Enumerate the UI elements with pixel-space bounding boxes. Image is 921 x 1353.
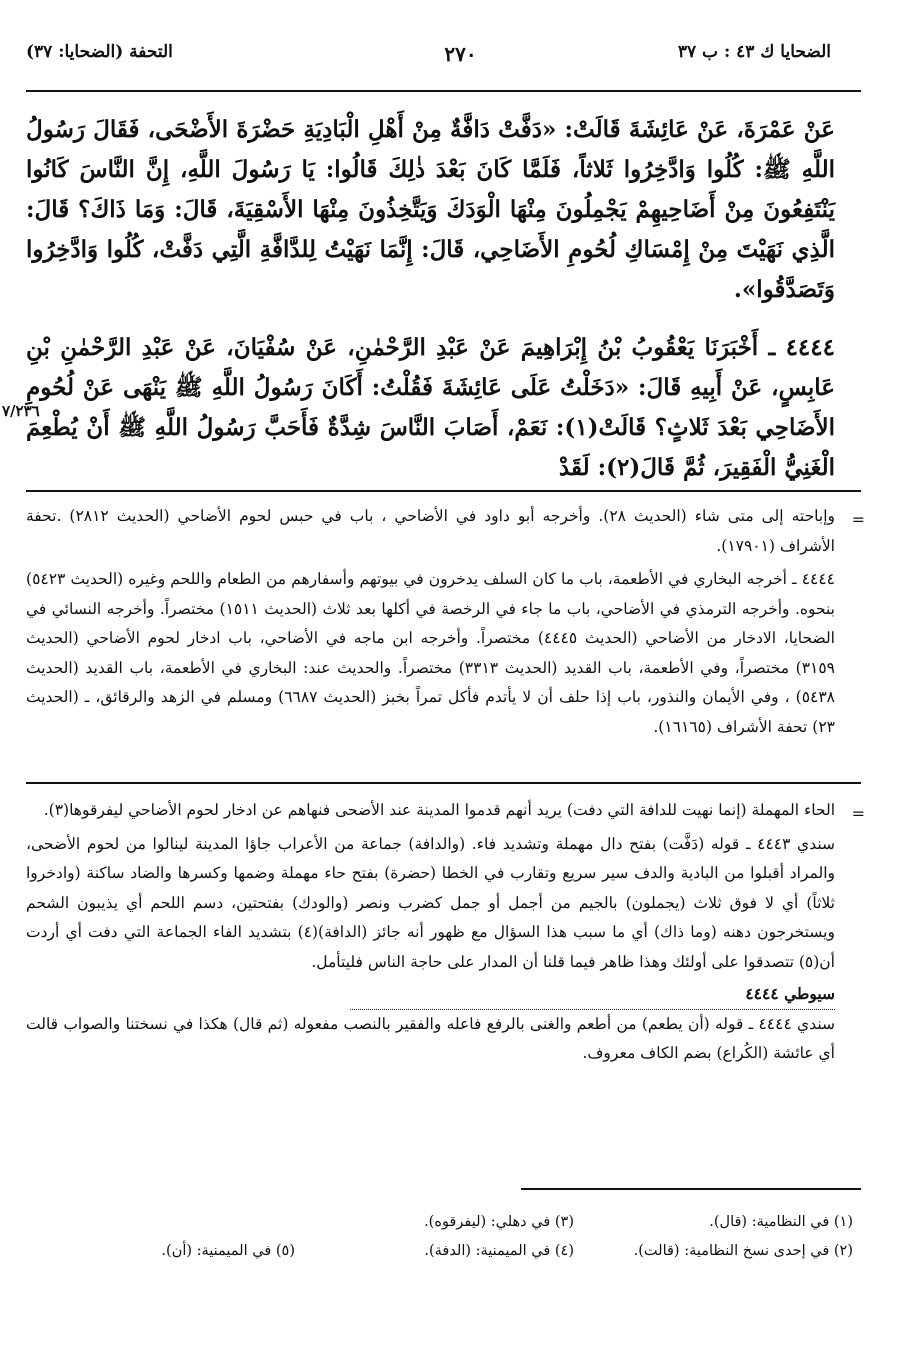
sindi-4443: سندي ٤٤٤٣ ـ قوله (دَفَّت) بفتح دال مهملة وتشديد فاء. (والدافة) جماعة من الأعراب جاؤا المدينة لينالوا من لحوم الأضحى، والمراد أقبلوا من البادية والدف سير سريع وتقارب في الخطا (حضرة) بفتح حاء مهملة وضمها وكسرها والضاد ساكنة (وادخروا ثلاثاً) أي لا فوق ثلاث (يجملون) بالجيم من أجمل أو جمل كضرب ونصر (والودك) بفتحتين، دسم اللحم أي يذيبون الشحم ويستخرجون دهنه (وما ذاك) أي ما سبب هذا السؤال مع ظهور أنه جائز (الدافة)(٤) بتشديد الفاء الجماعة التي دفت أي أردت أن(٥) تتصدقوا على أولئك وهذا ظاهر فيما قلنا أن المدار على حاجة الناس فليتأمل. [26, 834, 835, 971]
header-tuhfa-ref: التحفة (الضحايا: ٣٧) [26, 42, 173, 62]
page-number: ٢٧٠ [444, 42, 477, 66]
footnote-4: (٤) في الميمنية: (الدفة). [424, 1243, 574, 1259]
takhrij-4443-end: وإباحته إلى متى شاء (الحديث ٢٨). وأخرجه أبو داود في الأضاحي ، باب في حبس لحوم الأضاحي (الحديث ٢٨١٢) .تحفة الأشراف (١٧٩٠١). [26, 507, 835, 555]
commentary-continued: الحاء المهملة (إنما نهيت للدافة التي دفت) يريد أنهم قدموا المدينة عند الأضحى فنهاهم عن ادخار لحوم الأضاحي ليفرقوها(٣). [43, 801, 835, 819]
footnote-3: (٣) في دهلي: (ليفرقوه). [424, 1214, 574, 1230]
takhrij-rule [26, 490, 861, 492]
commentary-section [26, 796, 835, 1069]
footnote-rule [521, 1188, 861, 1190]
takhrij-continuation-mark: = [851, 510, 865, 529]
hadith-4443-continuation: عَنْ عَمْرَةَ، عَنْ عَائِشَةَ قَالَتْ: «دَفَّتْ دَافَّةٌ مِنْ أَهْلِ الْبَادِيَةِ حَضْرَةَ الأَضْحَى، فَقَالَ رَسُولُ اللَّهِ ﷺ: كُلُوا وَادَّخِرُوا ثَلاثاً، فَلَمَّا كَانَ بَعْدَ ذٰلِكَ قَالُوا: يَا رَسُولَ اللَّهِ، إِنَّ النَّاسَ كَانُوا يَنْتَفِعُونَ مِنْ أَضَاحِيهِمْ يَجْمِلُونَ مِنْهَا الْوَدَكَ وَيَتَّخِذُونَ مِنْهَا الأَسْقِيَةَ، قَالَ: وَمَا ذَاكَ؟ قَالَ: الَّذِي نَهَيْتَ مِنْ إِمْسَاكِ لُحُومِ الأَضَاحِي، قَالَ: إِنَّمَا نَهَيْتُ لِلدَّافَّةِ الَّتِي دَفَّتْ، كُلُوا وَادَّخِرُوا وَتَصَدَّقُوا». [26, 116, 835, 303]
sindi-4444: سندي ٤٤٤٤ ـ قوله (أن يطعم) من أطعم والغنى بالرفع فاعله والفقير بالنصب مفعوله (ثم قال) هكذا في نسختنا والصواب قالت أي عائشة (الكُراع) بضم الكاف معروف. [26, 1014, 835, 1062]
commentary-rule [26, 782, 861, 784]
margin-volume-page-ref: ٧/٢٣٦ [2, 402, 40, 420]
suyuti-4444-label: سيوطي ٤٤٤٤ [350, 979, 835, 1010]
footnote-5: (٥) في الميمنية: (أن). [161, 1243, 295, 1259]
footnote-1: (١) في النظامية: (قال). [709, 1214, 853, 1230]
hadith-4444: ٤٤٤٤ ـ أَخْبَرَنَا يَعْقُوبُ بْنُ إِبْرَاهِيمَ عَنْ عَبْدِ الرَّحْمٰنِ، عَنْ سُفْيَانَ، عَنْ عَبْدِ الرَّحْمٰنِ بْنِ عَابِسٍ، عَنْ أَبِيهِ قَالَ: «دَخَلْتُ عَلَى عَائِشَةَ فَقُلْتُ: أَكَانَ رَسُولُ اللَّهِ ﷺ يَنْهَى عَنْ لُحُومِ الأَضَاحِي بَعْدَ ثَلاثٍ؟ قَالَتْ(١): نَعَمْ، أَصَابَ النَّاسَ شِدَّةٌ فَأَحَبَّ رَسُولُ اللَّهِ ﷺ أَنْ يُطْعِمَ الْغَنِيُّ الْفَقِيرَ، ثُمَّ قَالَ(٢): لَقَدْ [26, 334, 835, 481]
header-chapter-ref: الضحايا ك ٤٣ : ب ٣٧ [677, 42, 831, 62]
hadith-main-text [26, 110, 835, 488]
takhrij-section [26, 502, 835, 742]
footnote-2: (٢) في إحدى نسخ النظامية: (قالت). [633, 1243, 853, 1259]
header-rule [26, 90, 861, 92]
footnote-empty [26, 1208, 295, 1237]
footnotes [26, 1208, 853, 1266]
commentary-continuation-mark: = [851, 804, 865, 823]
takhrij-4444: ٤٤٤٤ ـ أخرجه البخاري في الأطعمة، باب ما كان السلف يدخرون في بيوتهم وأسفارهم من الطعام واللحم وغيره (الحديث ٥٤٢٣) بنحوه. وأخرجه الترمذي في الأضاحي، باب ما جاء في الرخصة في أكلها بعد ثلاث (الحديث ١٥١١) مختصراً. وأخرجه النسائي في الضحايا، الادخار من الأضاحي (الحديث ٤٤٤٥) مختصراً. وأخرجه ابن ماجه في الأضاحي، باب ادخار لحوم الأضاحي (الحديث ٣١٥٩) مختصراً، وفي الأطعمة، باب القديد (الحديث ٣٣١٣) مختصراً. والحديث عند: البخاري في الأطعمة، باب القديد (الحديث ٥٤٣٨) ، وفي الأيمان والنذور، باب إذا حلف أن لا يأتدم فأكل تمراً بخبز (الحديث ٦٦٨٧) ومسلم في الزهد والرقائق، ـ (الحديث ٢٣) تحفة الأشراف (١٦١٦٥). [26, 570, 835, 736]
